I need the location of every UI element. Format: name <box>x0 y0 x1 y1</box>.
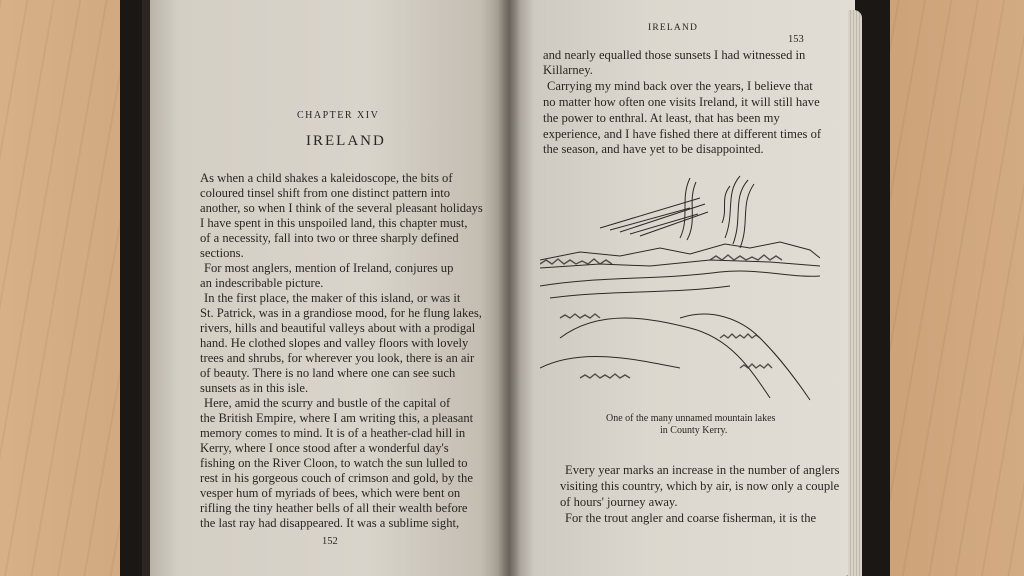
left-line: sections. <box>200 246 244 260</box>
left-line: memory comes to mind. It is of a heather-clad hill in <box>200 426 466 440</box>
right-line: of hours' journey away. <box>560 495 678 509</box>
right-line: Killarney. <box>543 63 593 77</box>
left-line: St. Patrick, was in a grandiose mood, for he flung lakes, <box>200 306 482 320</box>
left-line: the last ray had disappeared. It was a sublime sight, <box>200 516 460 530</box>
left-line: rivers, hills and beautiful valleys about with a prodigal <box>200 321 476 335</box>
left-line: trees and shrubs, for wherever you look, there is an air <box>200 351 475 365</box>
left-line: rifling the tiny heather bells of all their wealth before <box>200 501 468 515</box>
left-line: coloured tinsel shift from one distinct pattern into <box>200 186 451 200</box>
mountain-lake-illustration <box>540 168 820 408</box>
left-line: the British Empire, where I am writing this, a pleasant <box>200 411 474 425</box>
left-line: another, so when I think of the several pleasant holidays <box>200 201 483 215</box>
right-line: Every year marks an increase in the number of anglers <box>565 463 840 477</box>
left-line: rest in his gorgeous couch of crimson and gold, by the <box>200 471 473 485</box>
right-line: For the trout angler and coarse fisherman, it is the <box>565 511 817 525</box>
left-line: vesper hum of myriads of bees, which were bent on <box>200 486 461 500</box>
page-number-left: 152 <box>322 536 338 547</box>
left-line: Kerry, where I once stood after a wonderful day's <box>200 441 449 455</box>
left-line: sunsets as in this isle. <box>200 381 309 395</box>
right-line: experience, and I have fished there at different times of <box>543 127 822 141</box>
chapter-title: IRELAND <box>306 133 386 149</box>
left-line: In the first place, the maker of this island, or was it <box>204 291 461 305</box>
left-line: I have spent in this unspoiled land, this chapter must, <box>200 216 468 230</box>
left-line: of a necessity, fall into two or three sharply defined <box>200 231 459 245</box>
right-line: the season, and have yet to be disappointed. <box>543 142 764 156</box>
left-line: Here, amid the scurry and bustle of the capital of <box>204 396 451 410</box>
right-line: visiting this country, which by air, is now only a couple <box>560 479 840 493</box>
right-line: Carrying my mind back over the years, I believe that <box>547 79 813 93</box>
page-number-right: 153 <box>788 34 804 45</box>
illustration-caption: One of the many unnamed mountain lakes <box>606 413 776 424</box>
right-line: and nearly equalled those sunsets I had witnessed in <box>543 48 806 62</box>
book-gutter <box>498 0 520 576</box>
illustration-caption: in County Kerry. <box>660 425 728 436</box>
left-line: hand. He clothed slopes and valley floors with lovely <box>200 336 469 350</box>
right-line: the power to enthral. At least, that has been my <box>543 111 780 125</box>
left-line: of beauty. There is no land where one can see such <box>200 366 456 380</box>
left-line: fishing on the River Cloon, to watch the sun lulled to <box>200 456 468 470</box>
left-line: an indescribable picture. <box>200 276 324 290</box>
page-edges <box>848 10 862 576</box>
running-head: IRELAND <box>648 23 699 33</box>
left-line: As when a child shakes a kaleidoscope, the bits of <box>200 171 453 185</box>
right-line: no matter how often one visits Ireland, it will still have <box>543 95 820 109</box>
chapter-heading: CHAPTER XIV <box>297 110 380 121</box>
left-line: For most anglers, mention of Ireland, conjures up <box>204 261 454 275</box>
